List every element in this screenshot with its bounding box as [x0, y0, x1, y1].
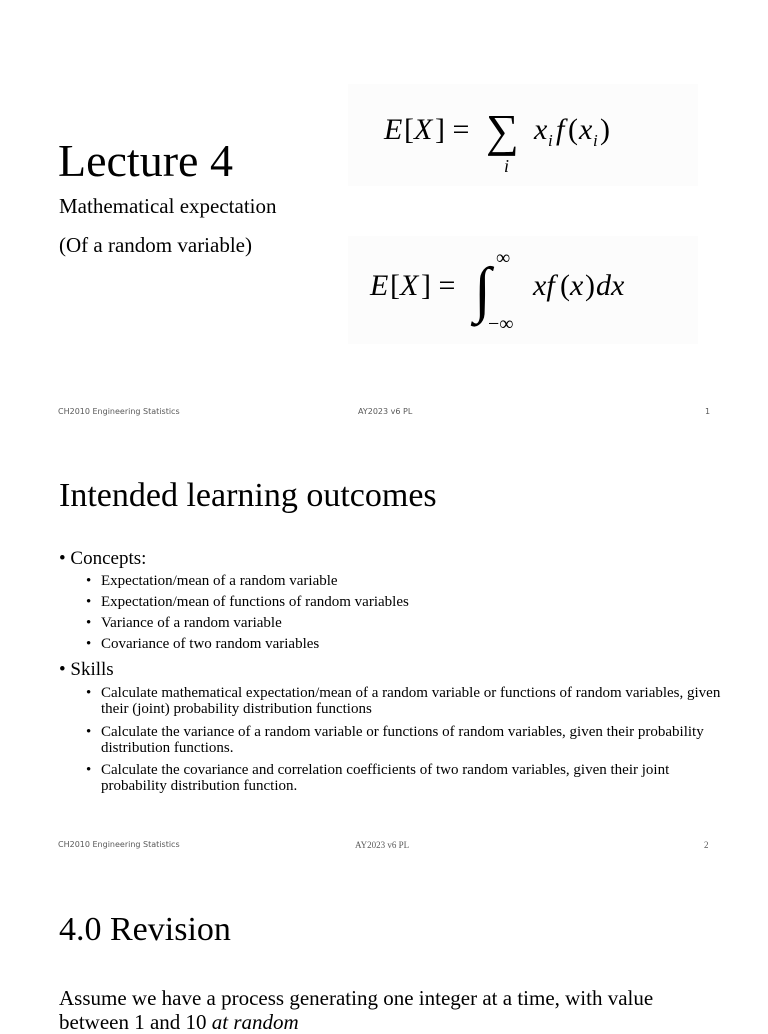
- formula-continuous-svg: [348, 236, 698, 344]
- svg-text:): ): [585, 269, 595, 302]
- svg-text:X: X: [400, 269, 419, 302]
- formula-discrete-svg: [348, 84, 698, 186]
- lecture-title: Lecture 4: [58, 135, 233, 186]
- section-heading-concepts: • Concepts:: [59, 548, 147, 569]
- svg-text:X: X: [414, 113, 433, 146]
- slide-3: [0, 868, 768, 1034]
- svg-text:x: x: [534, 113, 548, 146]
- list-item: • Expectation/mean of a random variable: [86, 573, 338, 589]
- footer-page-number: 1: [705, 407, 711, 416]
- list-item: • Calculate the variance of a random variable or functions of random variables, given their probability distribution functions.: [86, 724, 704, 756]
- svg-text:(: (: [568, 113, 578, 146]
- svg-text:i: i: [593, 131, 598, 150]
- revision-paragraph: Assume we have a process generating one integer at a time, with value between 1 and 10 at random: [59, 986, 654, 1034]
- svg-text:−∞: −∞: [488, 313, 514, 335]
- slide-title: 4.0 Revision: [59, 911, 231, 948]
- svg-text:f: f: [556, 113, 565, 146]
- slide-title: Intended learning outcomes: [59, 477, 437, 514]
- formula-continuous-expectation: [348, 236, 698, 344]
- svg-text:∫: ∫: [474, 256, 491, 324]
- lecture-subtitle-1: Mathematical expectation: [59, 194, 277, 218]
- svg-text:∑: ∑: [486, 105, 519, 156]
- list-item: • Calculate the covariance and correlation coefficients of two random variables, given their joint probability distribution function.: [86, 762, 670, 794]
- svg-text:E: E: [384, 113, 403, 146]
- svg-text:i: i: [504, 156, 510, 176]
- slide-2: [0, 434, 768, 868]
- list-item: • Variance of a random variable: [86, 615, 282, 631]
- list-item: • Covariance of two random variables: [86, 636, 320, 652]
- svg-text:[: [: [404, 113, 414, 146]
- svg-text:] =: ] =: [435, 113, 470, 146]
- bullet: •: [59, 548, 66, 569]
- slide-1: [0, 0, 768, 434]
- svg-text:x: x: [579, 113, 593, 146]
- footer-course: CH2010 Engineering Statistics: [58, 840, 180, 849]
- footer-course: CH2010 Engineering Statistics: [58, 407, 180, 416]
- list-item: • Calculate mathematical expectation/mean of a random variable or functions of random variables, given their (joint) probability distribution functions: [86, 685, 721, 717]
- list-item: • Expectation/mean of functions of random variables: [86, 594, 409, 610]
- footer-version: AY2023 v6 PL: [355, 840, 410, 850]
- svg-text:∞: ∞: [496, 247, 511, 269]
- svg-text:x: x: [570, 269, 584, 302]
- footer-page-number: 2: [704, 840, 709, 850]
- svg-text:] =: ] =: [421, 269, 456, 302]
- svg-text:(: (: [560, 269, 570, 302]
- svg-text:E: E: [370, 269, 389, 302]
- svg-text:): ): [600, 113, 610, 146]
- svg-text:i: i: [548, 131, 553, 150]
- formula-discrete-expectation: [348, 84, 698, 186]
- lecture-subtitle-2: (Of a random variable): [59, 233, 252, 257]
- bullet: •: [59, 659, 66, 680]
- svg-text:[: [: [390, 269, 400, 302]
- svg-text:dx: dx: [596, 269, 625, 302]
- section-heading-skills: • Skills: [59, 659, 114, 680]
- svg-text:xf: xf: [533, 269, 555, 302]
- footer-version: AY2023 v6 PL: [358, 407, 413, 416]
